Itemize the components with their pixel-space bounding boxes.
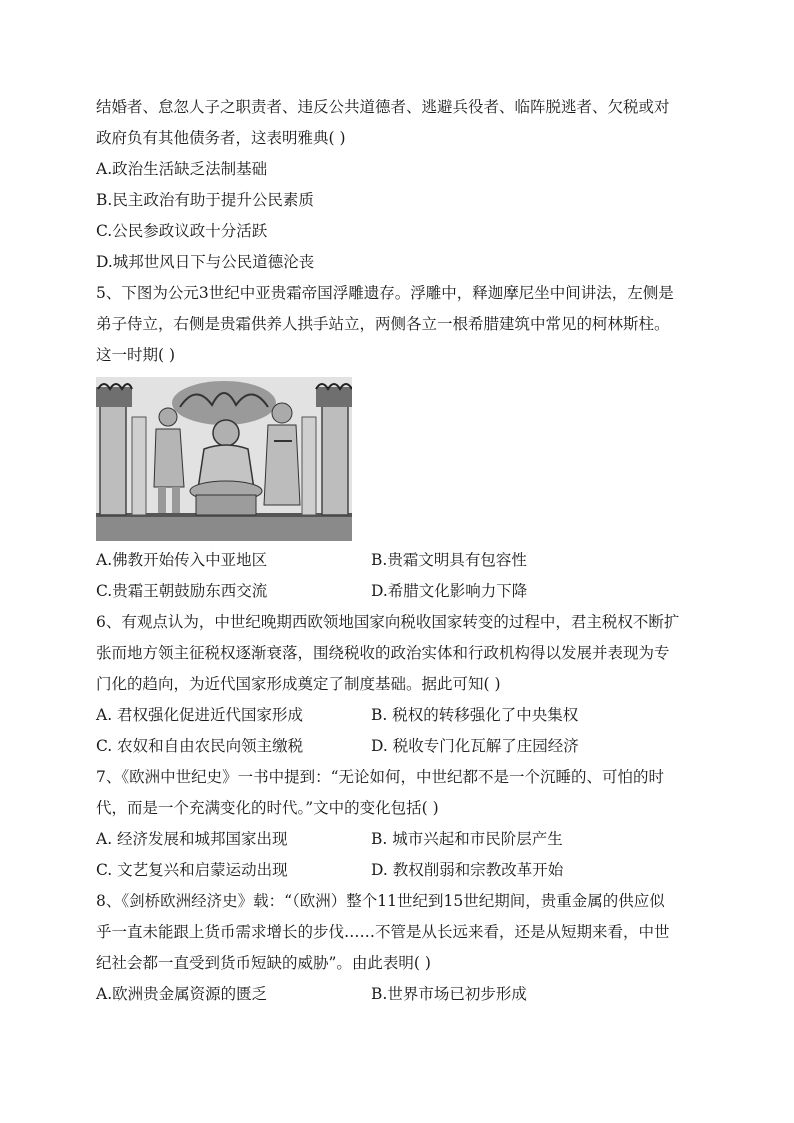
- option-b: B.民主政治有助于提升公民素质: [96, 191, 314, 209]
- option-a: A.佛教开始传入中亚地区: [96, 551, 268, 569]
- option-d: D.城邦世风日下与公民道德沦丧: [96, 253, 315, 271]
- question-4: [96, 92, 698, 278]
- question-5: [96, 278, 698, 607]
- option-b: B. 城市兴起和市民阶层产生: [371, 830, 563, 848]
- question-5-line: 5、下图为公元3世纪中亚贵霜帝国浮雕遗存。浮雕中，释迦摩尼坐中间讲法，左侧是: [96, 284, 674, 302]
- question-8-line: 8、《剑桥欧洲经济史》载：“（欧洲）整个11世纪到15世纪期间，贵重金属的供应似: [96, 892, 665, 910]
- options-row: [96, 545, 698, 576]
- question-6: [96, 607, 698, 762]
- option-a: A. 经济发展和城邦国家出现: [96, 830, 288, 848]
- option-b: B.贵霜文明具有包容性: [371, 551, 527, 569]
- question-8: [96, 886, 698, 1010]
- option-d: D. 教权削弱和宗教改革开始: [371, 861, 564, 879]
- question-8-line: 纪社会都一直受到货币短缺的威胁”。由此表明( ): [96, 954, 431, 972]
- option-b: B. 税权的转移强化了中央集权: [371, 706, 579, 724]
- option-c: C.贵霜王朝鼓励东西交流: [96, 582, 268, 600]
- option-c: C.公民参政议政十分活跃: [96, 222, 268, 240]
- question-4-line: 政府负有其他债务者，这表明雅典( ): [96, 129, 346, 147]
- question-5-line: 弟子侍立，右侧是贵霜供养人拱手站立，两侧各立一根希腊建筑中常见的柯林斯柱。: [96, 315, 670, 333]
- options-row: [96, 731, 698, 762]
- question-6-line: 6、有观点认为，中世纪晚期西欧领地国家向税收国家转变的过程中，君主税权不断扩: [96, 613, 680, 631]
- question-4-line: 结婚者、怠忽人子之职责者、违反公共道德者、逃避兵役者、临阵脱逃者、欠税或对: [96, 98, 670, 116]
- option-d: D. 税收专门化瓦解了庄园经济: [371, 737, 579, 755]
- relief-image: [96, 377, 352, 541]
- question-6-line: 门化的趋向，为近代国家形成奠定了制度基础。据此可知( ): [96, 675, 501, 693]
- option-c: C. 文艺复兴和启蒙运动出现: [96, 861, 288, 879]
- question-6-line: 张而地方领主征税权逐渐衰落，围绕税收的政治实体和行政机构得以发展并表现为专: [96, 644, 670, 662]
- options-row: [96, 855, 698, 886]
- option-b: B.世界市场已初步形成: [371, 985, 527, 1003]
- options-row: [96, 700, 698, 731]
- option-c: C. 农奴和自由农民向领主缴税: [96, 737, 304, 755]
- option-d: D.希腊文化影响力下降: [371, 582, 528, 600]
- options-row: [96, 979, 698, 1010]
- option-a: A. 君权强化促进近代国家形成: [96, 706, 304, 724]
- question-7-line: 代，而是一个充满变化的时代。”文中的变化包括( ): [96, 799, 439, 817]
- question-8-line: 乎一直未能跟上货币需求增长的步伐……不管是从长远来看，还是从短期来看，中世: [96, 923, 670, 941]
- options-row: [96, 576, 698, 607]
- options-row: [96, 824, 698, 855]
- exam-page: [96, 92, 698, 1010]
- option-a: A.欧洲贵金属资源的匮乏: [96, 985, 268, 1003]
- option-a: A.政治生活缺乏法制基础: [96, 160, 268, 178]
- question-5-line: 这一时期( ): [96, 346, 176, 364]
- question-7-line: 7、《欧洲中世纪史》一书中提到：“无论如何，中世纪都不是一个沉睡的、可怕的时: [96, 768, 665, 786]
- question-7: [96, 762, 698, 886]
